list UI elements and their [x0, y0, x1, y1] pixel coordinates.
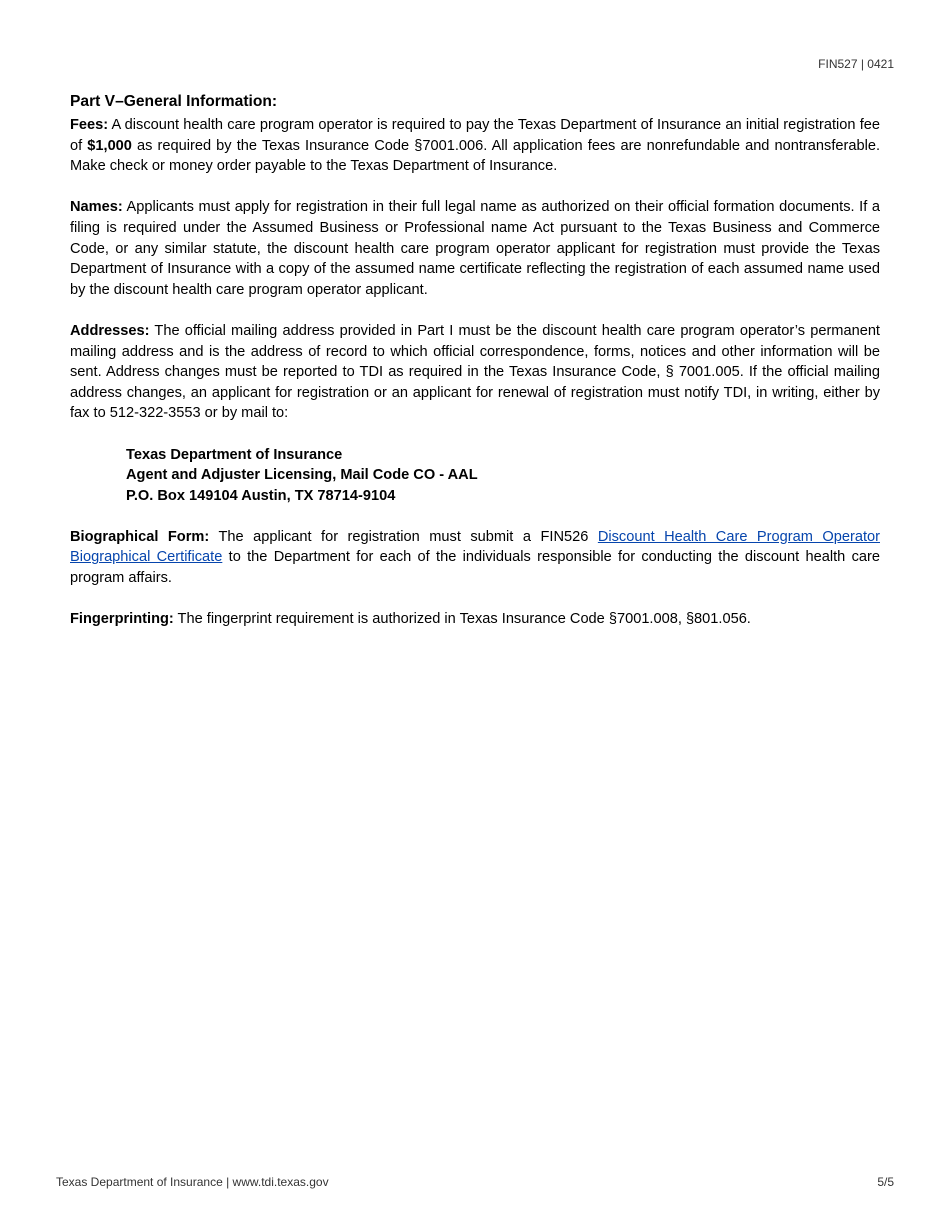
address-line-3: P.O. Box 149104 Austin, TX 78714-9104	[126, 487, 396, 504]
biographical-certificate-link[interactable]: Discount Health Care Program Operator Biographical Certificate	[70, 528, 880, 566]
page-number: 5/5	[877, 1175, 894, 1189]
mailing-address-block	[126, 445, 880, 507]
fingerprinting-paragraph	[70, 609, 880, 630]
addresses-paragraph	[70, 321, 880, 424]
biographical-text-1: The applicant for registration must submit a FIN526	[209, 528, 598, 545]
main-content	[70, 92, 880, 650]
fingerprinting-label: Fingerprinting:	[70, 611, 174, 628]
fee-amount: $1,000	[87, 137, 132, 154]
fingerprinting-text: The fingerprint requirement is authorized in Texas Insurance Code §7001.008, §801.056.	[173, 611, 751, 628]
address-line-1: Texas Department of Insurance	[126, 446, 343, 463]
addresses-label: Addresses:	[70, 322, 150, 339]
form-id: FIN527 | 0421	[818, 57, 894, 71]
biographical-paragraph	[70, 527, 880, 589]
fees-text-2: as required by the Texas Insurance Code §7001.006. All application fees are nonrefundable and nontransferable. Make check or money order payable to the Texas Department of Insurance.	[70, 137, 880, 175]
address-line-2: Agent and Adjuster Licensing, Mail Code CO - AAL	[126, 467, 478, 484]
section-title: Part V–General Information:	[70, 93, 278, 110]
biographical-label: Biographical Form:	[70, 528, 210, 545]
names-paragraph	[70, 197, 880, 300]
footer-agency: Texas Department of Insurance | www.tdi.texas.gov	[56, 1175, 329, 1189]
fees-label: Fees:	[70, 117, 109, 133]
names-text: Applicants must apply for registration in their full legal name as authorized on their official formation documents. If a filing is required under the Assumed Business or Professional name Act pursuant to the Texas Business and Commerce Code, or any similar statute, the discount health care program operator applicant for registration must provide the Texas Department of Insurance with a copy of the assumed name certificate reflecting the registration of each assumed name used by the discount health care program operator applicant.	[70, 199, 880, 298]
addresses-text: The official mailing address provided in Part I must be the discount health care program operator’s permanent mailing address and is the address of record to which official correspondence, forms, notices and other information will be sent. Address changes must be reported to TDI as required in the Texas Insurance Code, § 7001.005. If the official mailing address changes, an applicant for registration or an applicant for renewal of registration must notify TDI, in writing, either by fax to 512-322-3553 or by mail to:	[70, 322, 880, 422]
fees-text-1: A discount health care program operator is required to pay the Texas Department of Insurance an initial registration fee of	[70, 117, 880, 154]
biographical-text-2: to the Department for each of the individuals responsible for conducting the discount health care program affairs.	[70, 549, 880, 587]
fees-paragraph	[70, 115, 880, 177]
names-label: Names:	[70, 199, 123, 216]
